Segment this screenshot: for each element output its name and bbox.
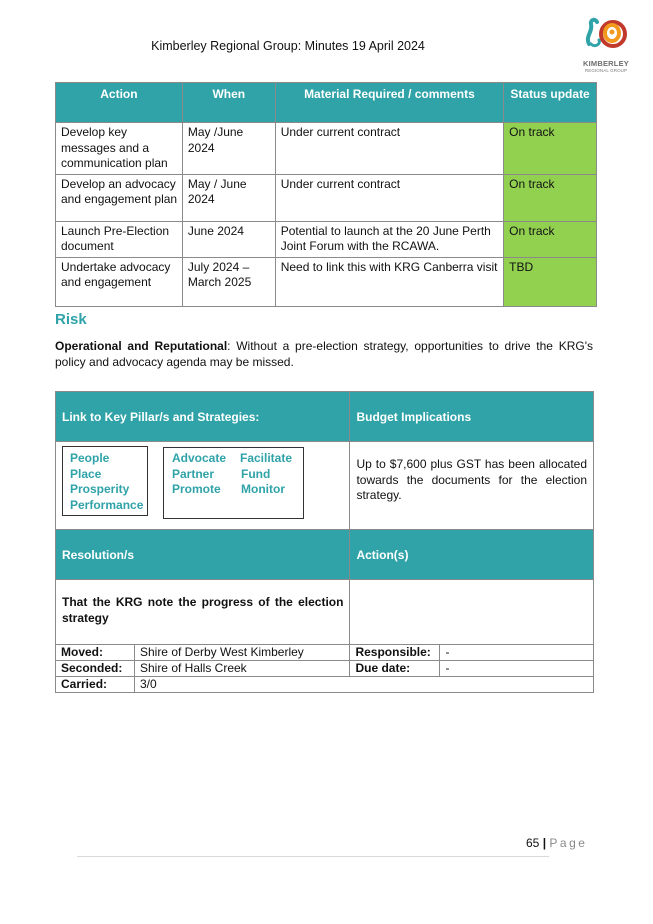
carried-label: Carried:	[56, 677, 135, 693]
risk-label: Operational and Reputational	[55, 339, 228, 353]
cell-comments: Under current contract	[275, 174, 503, 221]
budget-text: Up to $7,600 plus GST has been allocated towards the documents for the election strategy.	[350, 442, 594, 530]
kimberley-regional-group-logo	[581, 14, 631, 74]
logo-name: KIMBERLEY	[583, 59, 629, 68]
pillar-item: Place	[70, 466, 102, 481]
risk-text: : Without a pre-election strategy, opportunities to drive the KRG's policy and advocacy agenda may be missed.	[55, 339, 593, 369]
logo-swirl-icon	[581, 14, 631, 54]
carried-value: 3/0	[134, 677, 593, 693]
resolution-summary-table	[55, 391, 594, 693]
pillars-budget-row	[56, 442, 594, 530]
page-label: Page	[549, 836, 588, 850]
strategy-item: Promote	[172, 482, 221, 496]
table-row	[56, 123, 597, 175]
pillar-item: Prosperity	[70, 482, 130, 496]
resolution-text: That the KRG note the progress of the election strategy	[56, 580, 350, 645]
strategy-item: Partner	[172, 466, 215, 481]
table-row	[56, 174, 597, 221]
column-header-status: Status update	[504, 83, 597, 123]
cell-when: June 2024	[182, 221, 275, 257]
cell-comments: Under current contract	[275, 123, 503, 175]
table-header-row	[56, 83, 597, 123]
pillar-item: Performance	[70, 497, 144, 512]
cell-when: July 2024 – March 2025	[182, 257, 275, 306]
risk-paragraph	[55, 339, 593, 370]
page-number	[526, 836, 587, 850]
cell-action: Undertake advocacy and engagement	[56, 257, 183, 306]
strategy-item: Advocate	[172, 451, 227, 465]
carried-row	[56, 677, 594, 693]
seconded-row	[56, 661, 594, 677]
responsible-label: Responsible:	[350, 645, 440, 661]
key-pillars-box	[62, 446, 148, 516]
footer-divider	[77, 856, 549, 857]
risk-heading: Risk	[55, 311, 87, 328]
cell-when: May / June 2024	[182, 174, 275, 221]
cell-comments: Need to link this with KRG Canberra visit	[275, 257, 503, 306]
cell-when: May /June 2024	[182, 123, 275, 175]
page-number-value: 65	[526, 836, 540, 850]
page-separator: |	[542, 836, 547, 850]
budget-header: Budget Implications	[350, 392, 594, 442]
column-header-when: When	[182, 83, 275, 123]
seconded-label: Seconded:	[56, 661, 135, 677]
due-date-value: -	[440, 661, 594, 677]
moved-row	[56, 645, 594, 661]
due-date-label: Due date:	[350, 661, 440, 677]
cell-action: Develop an advocacy and engagement plan	[56, 174, 183, 221]
cell-status: On track	[504, 174, 597, 221]
pillars-cell	[56, 442, 350, 530]
strategy-item: Fund	[241, 466, 271, 481]
pillars-header: Link to Key Pillar/s and Strategies:	[56, 392, 350, 442]
strategy-item: Facilitate	[240, 451, 293, 465]
action-plan-table	[55, 82, 597, 307]
cell-comments: Potential to launch at the 20 June Perth Joint Forum with the RCAWA.	[275, 221, 503, 257]
column-header-action: Action	[56, 83, 183, 123]
cell-action: Launch Pre-Election document	[56, 221, 183, 257]
cell-status: On track	[504, 123, 597, 175]
pillars-budget-header-row	[56, 392, 594, 442]
cell-status: On track	[504, 221, 597, 257]
table-row	[56, 257, 597, 306]
strategies-box	[163, 447, 304, 519]
cell-action: Develop key messages and a communication plan	[56, 123, 183, 175]
column-header-comments: Material Required / comments	[275, 83, 503, 123]
actions-text	[350, 580, 594, 645]
moved-label: Moved:	[56, 645, 135, 661]
responsible-value: -	[440, 645, 594, 661]
seconded-value: Shire of Halls Creek	[134, 661, 349, 677]
document-header-title: Kimberley Regional Group: Minutes 19 April 2024	[151, 39, 425, 53]
pillar-item: People	[70, 451, 110, 465]
resolution-header: Resolution/s	[56, 530, 350, 580]
logo-subtitle: REGIONAL GROUP	[584, 68, 628, 73]
table-row	[56, 221, 597, 257]
resolution-actions-row	[56, 580, 594, 645]
cell-status: TBD	[504, 257, 597, 306]
actions-header: Action(s)	[350, 530, 594, 580]
strategy-item: Monitor	[241, 482, 285, 496]
resolution-actions-header-row	[56, 530, 594, 580]
moved-value: Shire of Derby West Kimberley	[134, 645, 349, 661]
